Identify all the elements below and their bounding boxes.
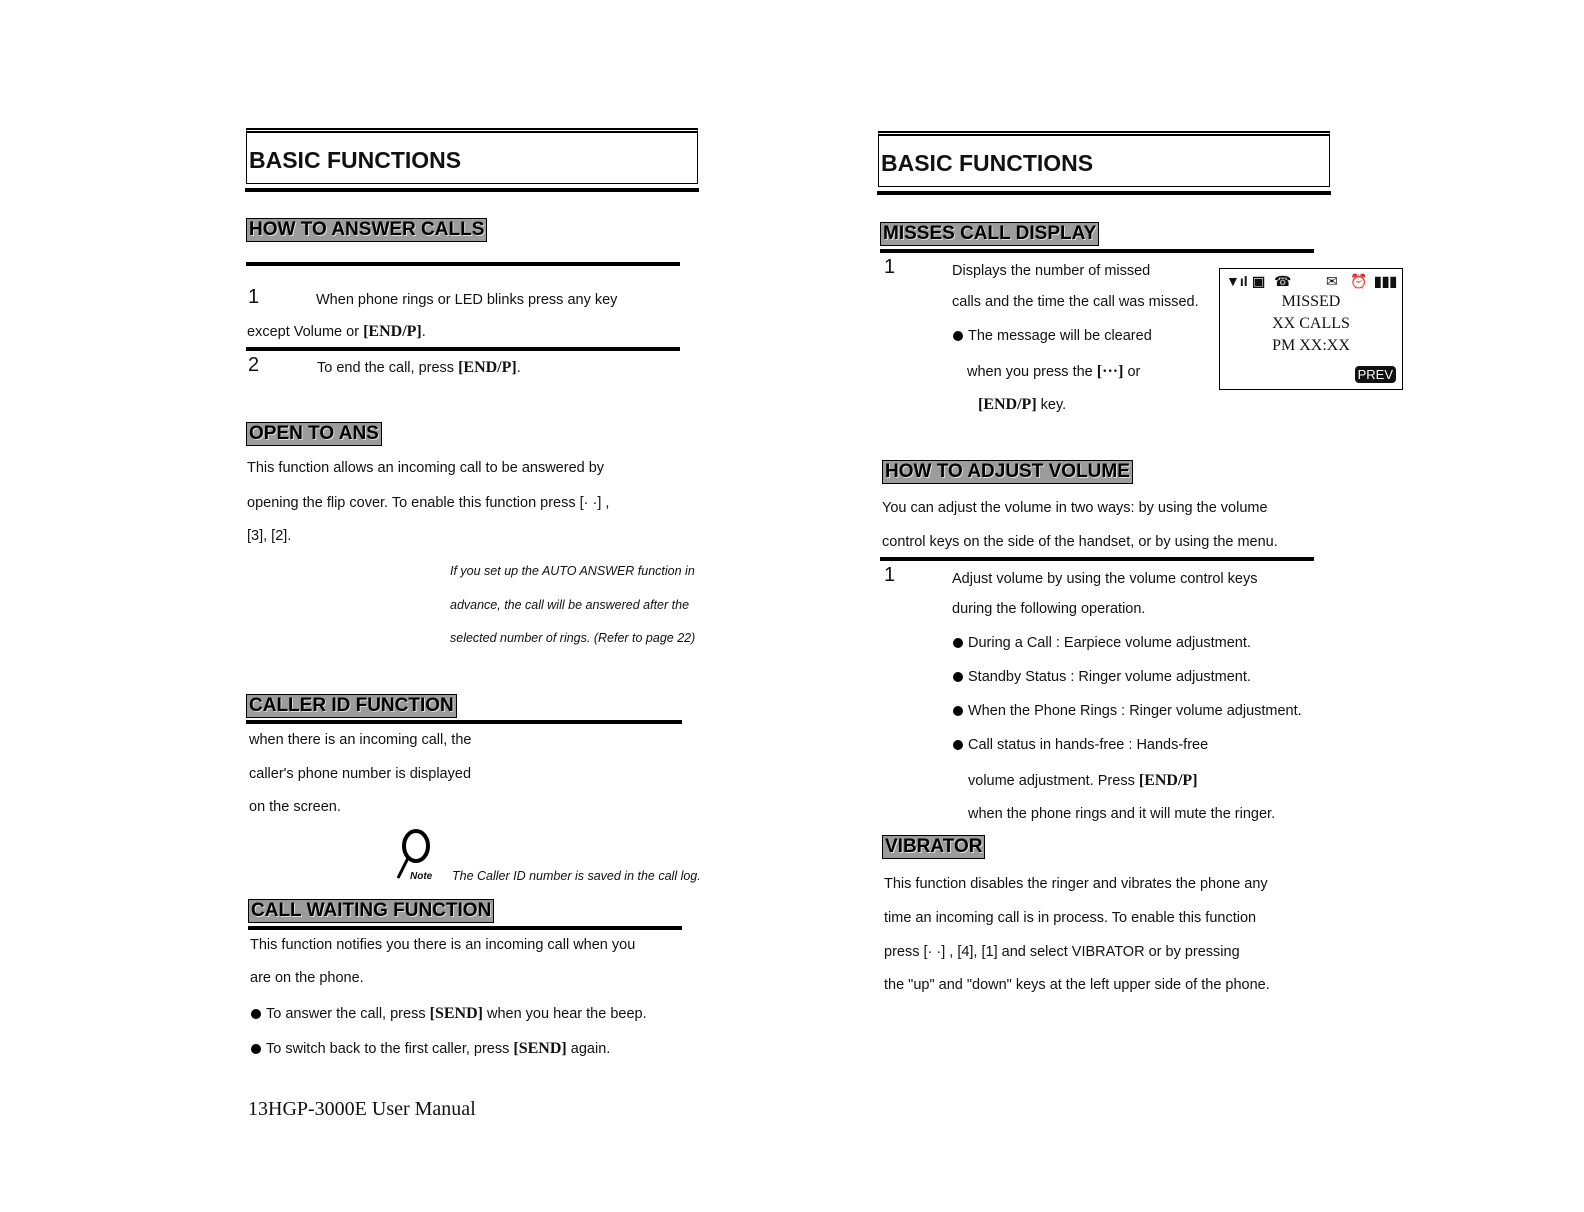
lcd-softkey-prev: PREV (1355, 366, 1396, 383)
section-title-open-to-ans: OPEN TO ANS (246, 422, 382, 446)
note-text: selected number of rings. (Refer to page 22) (450, 631, 696, 645)
lcd-line: PM XX:XX (1272, 337, 1350, 354)
step-text: When phone rings or LED blinks press any key (316, 292, 618, 308)
bullet-item (251, 1040, 610, 1058)
left-page-header (246, 128, 698, 184)
text-segment: or (1123, 364, 1141, 380)
body-text: press [· ·] , [4], [1] and select VIBRATOR or by pressing (884, 944, 1240, 960)
step-number: 1 (884, 564, 896, 586)
step-text (967, 363, 1140, 381)
section-rule (246, 347, 680, 351)
header-rule (245, 188, 699, 192)
lcd-line: MISSED (1281, 293, 1341, 310)
text-segment: except Volume or (247, 324, 364, 340)
body-text: on the screen. (249, 799, 341, 815)
end-key-label: [END/P] (363, 323, 422, 340)
bullet-item (953, 328, 1152, 344)
bullet-icon (953, 331, 963, 341)
right-page-header (878, 131, 1330, 187)
phone-icon: ☎ (1274, 273, 1292, 289)
step-text: calls and the time the call was missed. (952, 294, 1199, 310)
phone-lcd-illustration (1219, 268, 1403, 390)
bullet-item (251, 1005, 647, 1023)
step-text (978, 396, 1066, 414)
text-segment: volume adjustment. Press (968, 773, 1139, 789)
body-text: are on the phone. (250, 970, 364, 986)
roaming-icon: ▣ (1252, 273, 1266, 289)
note-text: The Caller ID number is saved in the call log. (452, 869, 701, 883)
body-text: This function allows an incoming call to be answered by (247, 460, 605, 476)
envelope-icon: ✉ (1326, 273, 1338, 289)
section-rule (880, 249, 1314, 253)
body-text: opening the flip cover. To enable this function press [· ·] , (247, 495, 610, 511)
section-title-caller-id: CALLER ID FUNCTION (246, 694, 457, 718)
text-segment: Standby Status : Ringer volume adjustment. (968, 669, 1251, 685)
text-segment: again. (566, 1041, 611, 1057)
battery-icon: ▮▮▮ (1374, 273, 1398, 289)
bullet-icon (953, 740, 963, 750)
text-segment: To answer the call, press (266, 1006, 430, 1022)
end-key-label: [END/P] (1138, 772, 1198, 789)
text-segment: During a Call : Earpiece volume adjustment. (968, 635, 1251, 651)
bullet-item (953, 703, 1302, 719)
text-segment: To switch back to the first caller, press (266, 1041, 514, 1057)
send-key-label: [SEND] (429, 1005, 483, 1022)
bullet-item (953, 737, 1208, 753)
text-segment: When the Phone Rings : Ringer volume adjustment. (968, 703, 1302, 719)
step-number: 1 (884, 256, 896, 278)
step-text: during the following operation. (952, 601, 1146, 617)
send-key-label: [SEND] (513, 1040, 567, 1057)
bullet-icon (953, 638, 963, 648)
bullet-icon (953, 706, 963, 716)
text-segment: The message will be cleared (968, 328, 1152, 344)
section-title-adjust-volume: HOW TO ADJUST VOLUME (882, 460, 1133, 484)
menu-key-label: [···] (1096, 363, 1124, 380)
lcd-line: XX CALLS (1272, 315, 1350, 332)
step-number: 2 (248, 354, 260, 376)
body-text: [3], [2]. (247, 528, 292, 544)
step-text (968, 772, 1198, 790)
section-title-vibrator: VIBRATOR (882, 835, 985, 859)
step-text (317, 359, 521, 377)
step-text (247, 323, 426, 341)
text-segment: when you press the (967, 364, 1097, 380)
note-icon-label: Note (410, 871, 433, 882)
body-text: the "up" and "down" keys at the left upper side of the phone. (884, 977, 1270, 993)
header-rule (877, 191, 1331, 195)
body-text: time an incoming call is in process. To enable this function (884, 910, 1257, 926)
bullet-item (953, 635, 1251, 651)
text-segment: . (421, 324, 426, 340)
section-title-missed-call: MISSES CALL DISPLAY (880, 222, 1099, 246)
bullet-item (953, 669, 1251, 685)
note-text: advance, the call will be answered after the (450, 598, 690, 612)
step-text: when the phone rings and it will mute the ringer. (968, 806, 1276, 822)
alarm-icon: ⏰ (1350, 273, 1368, 289)
section-rule (246, 262, 680, 266)
step-number: 1 (248, 286, 260, 308)
body-text: This function disables the ringer and vibrates the phone any (884, 876, 1268, 892)
text-segment: key. (1036, 397, 1067, 413)
bullet-icon (953, 672, 963, 682)
step-text: Adjust volume by using the volume control keys (952, 571, 1258, 587)
section-title-answer-calls: HOW TO ANSWER CALLS (246, 218, 487, 242)
body-text: when there is an incoming call, the (249, 732, 472, 748)
section-rule (880, 557, 1314, 561)
body-text: control keys on the side of the handset, or by using the menu. (882, 534, 1278, 550)
note-text: If you set up the AUTO ANSWER function in (450, 564, 695, 578)
section-rule (246, 720, 682, 724)
section-rule (248, 926, 682, 930)
text-segment: when you hear the beep. (482, 1006, 647, 1022)
right-page-title: BASIC FUNCTIONS (881, 150, 1094, 176)
left-page-title: BASIC FUNCTIONS (249, 147, 462, 173)
lcd-status-icons (1224, 273, 1400, 291)
body-text: You can adjust the volume in two ways: by using the volume (882, 500, 1268, 516)
text-segment: Call status in hands-free : Hands-free (968, 737, 1209, 753)
bullet-icon (251, 1044, 261, 1054)
body-text: caller's phone number is displayed (249, 766, 472, 782)
section-title-call-waiting: CALL WAITING FUNCTION (248, 899, 494, 923)
end-key-label: [END/P] (458, 359, 517, 376)
step-text: Displays the number of missed (952, 263, 1151, 279)
footer-manual-title: 13HGP-3000E User Manual (248, 1098, 476, 1120)
body-text: This function notifies you there is an incoming call when you (250, 937, 636, 953)
text-segment: . (516, 360, 521, 376)
end-key-label: [END/P] (978, 396, 1037, 413)
signal-icon: ▼ıl (1226, 273, 1248, 289)
text-segment: To end the call, press (317, 360, 459, 376)
bullet-icon (251, 1009, 261, 1019)
